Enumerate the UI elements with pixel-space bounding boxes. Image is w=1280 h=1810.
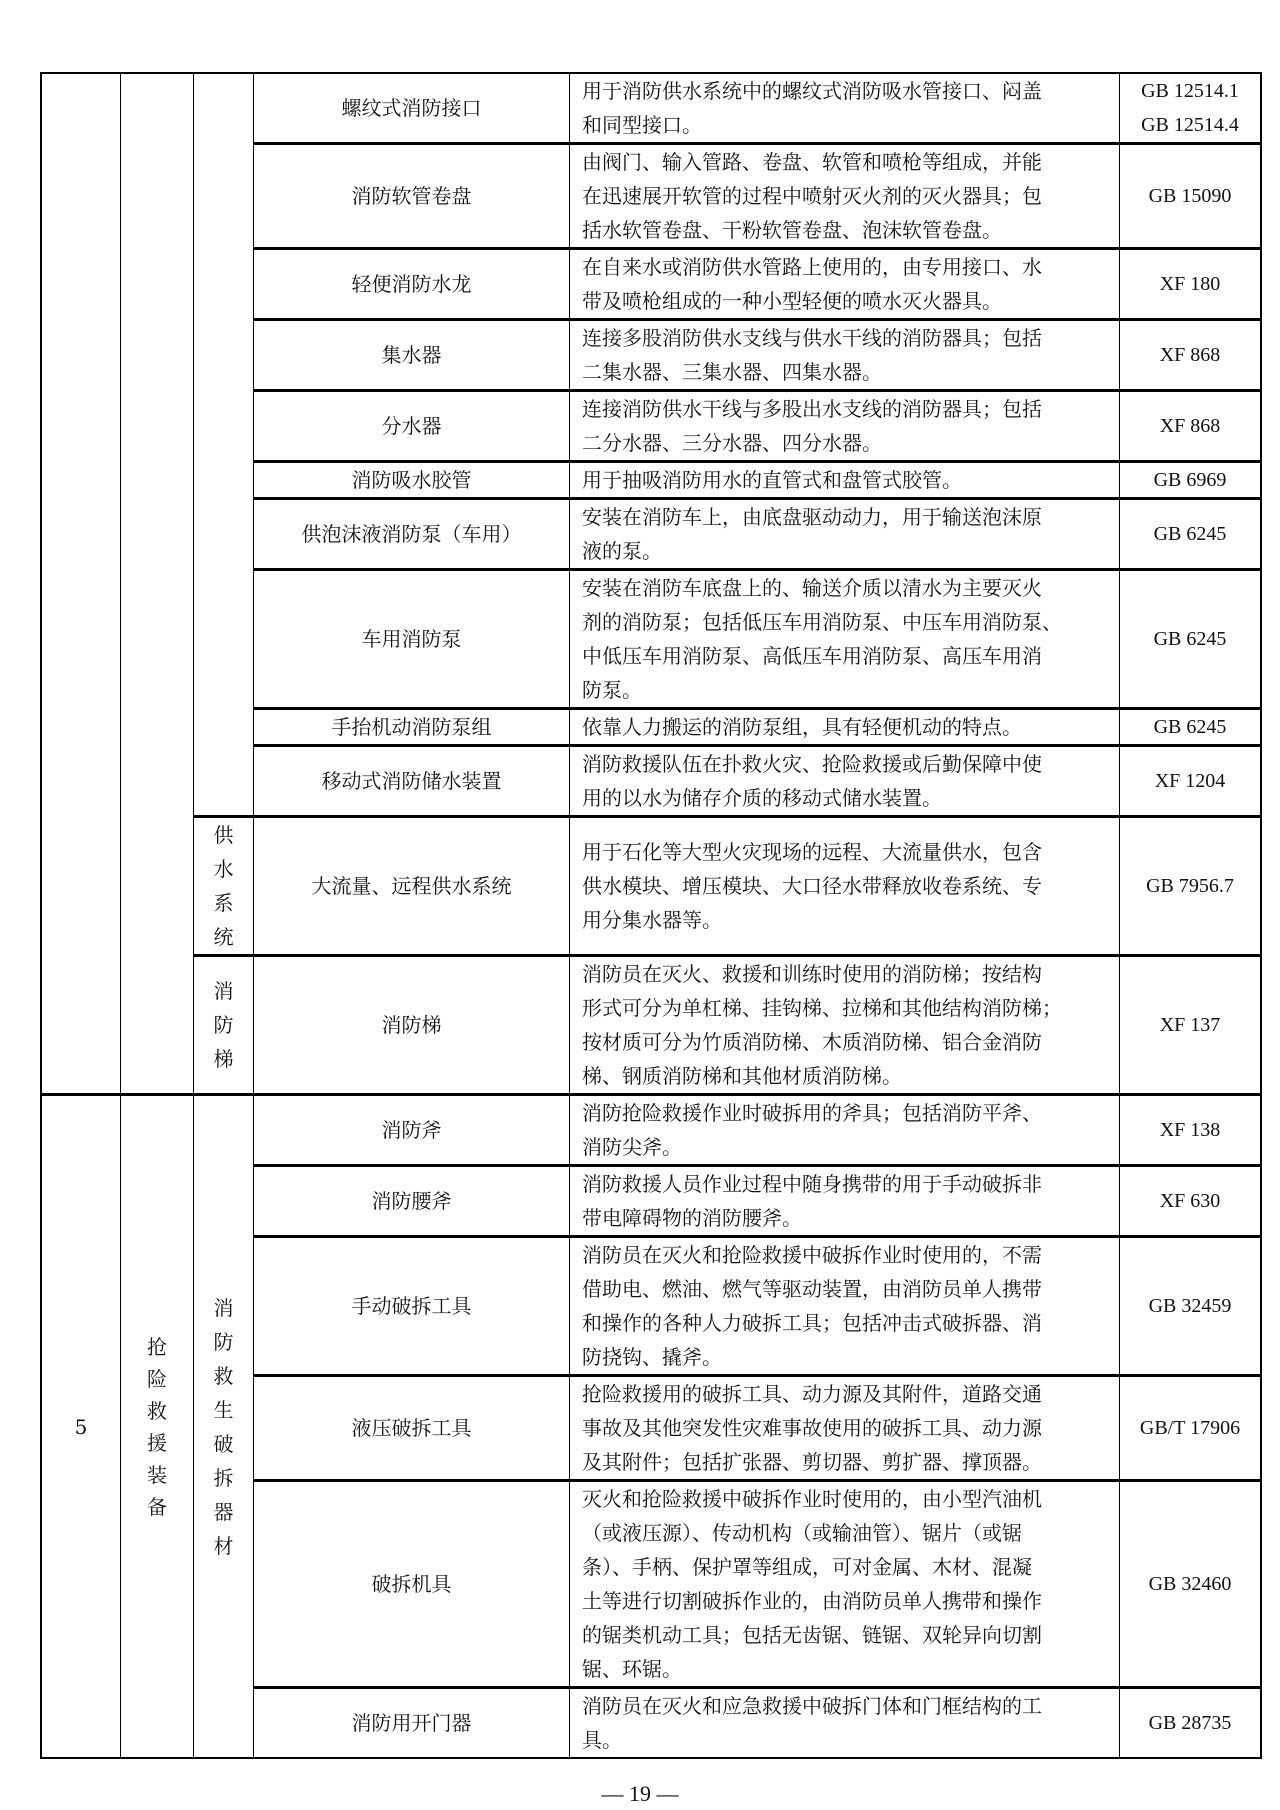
standard-line: XF 1204 <box>1154 770 1226 792</box>
equipment-description <box>570 462 1120 499</box>
description-line: 及其附件；包括扩张器、剪切器、剪扩器、撑顶器。 <box>582 1450 1042 1474</box>
description-line: 在迅速展开软管的过程中喷射灭火剂的灭火器具；包 <box>582 184 1042 208</box>
description-line: 具。 <box>582 1728 622 1752</box>
equipment-name: 供泡沫液消防泵（车用） <box>254 499 570 570</box>
description-line: 消防尖斧。 <box>582 1135 682 1159</box>
vertical-char: 生 <box>213 1397 234 1422</box>
description-line: 二集水器、三集水器、四集水器。 <box>582 360 882 384</box>
description-line: 带及喷枪组成的一种小型轻便的喷水灭火器具。 <box>582 289 1002 313</box>
description-line: 安装在消防车底盘上的、输送介质以清水为主要灭火 <box>582 576 1042 600</box>
equipment-name: 手动破拆工具 <box>254 1237 570 1376</box>
standard-line: GB 6969 <box>1153 469 1227 491</box>
standard-code <box>1120 1095 1262 1166</box>
description-line: 的锯类机动工具；包括无齿锯、链锯、双轮异向切割 <box>582 1623 1042 1647</box>
subcategory-ladder <box>194 956 254 1095</box>
description-line: 中低压车用消防泵、高低压车用消防泵、高压车用消 <box>582 644 1042 668</box>
equipment-name: 移动式消防储水装置 <box>254 746 570 817</box>
equipment-name: 消防吸水胶管 <box>254 462 570 499</box>
standard-code <box>1120 320 1262 391</box>
standard-code <box>1120 249 1262 320</box>
equipment-description <box>570 746 1120 817</box>
equipment-description <box>570 320 1120 391</box>
description-line: 防挠钩、撬斧。 <box>582 1345 722 1369</box>
equipment-table <box>40 72 1262 1759</box>
standard-code <box>1120 391 1262 462</box>
standard-code <box>1120 1688 1262 1759</box>
description-line: 供水模块、增压模块、大口径水带释放收卷系统、专 <box>582 874 1042 898</box>
page-number: — 19 — <box>601 1781 679 1806</box>
standard-line: GB 12514.1 <box>1141 80 1239 102</box>
vertical-char: 备 <box>147 1494 167 1519</box>
vertical-text <box>121 1331 193 1523</box>
vertical-char: 抢 <box>147 1334 167 1359</box>
equipment-name: 消防软管卷盘 <box>254 144 570 249</box>
vertical-char: 消 <box>213 979 234 1003</box>
equipment-name: 消防用开门器 <box>254 1688 570 1759</box>
category-cell-continued <box>121 73 194 1095</box>
standard-line: GB 32459 <box>1148 1295 1232 1317</box>
description-line: 和操作的各种人力破拆工具；包括冲击式破拆器、消 <box>582 1311 1042 1335</box>
description-line: 依靠人力搬运的消防泵组，具有轻便机动的特点。 <box>582 715 1022 739</box>
table-row <box>41 1095 1261 1166</box>
equipment-description <box>570 1481 1120 1688</box>
description-line: 形式可分为单杠梯、挂钩梯、拉梯和其他结构消防梯； <box>582 996 1062 1020</box>
description-line: 防泵。 <box>582 678 642 702</box>
description-line: 由阀门、输入管路、卷盘、软管和喷枪等组成，并能 <box>582 150 1042 174</box>
subcategory-rescue-demolition <box>194 1095 254 1759</box>
standard-line: GB/T 17906 <box>1139 1417 1241 1439</box>
equipment-description <box>570 144 1120 249</box>
table-row <box>41 73 1261 144</box>
standard-line: GB 28735 <box>1148 1712 1232 1734</box>
description-line: 连接消防供水干线与多股出水支线的消防器具；包括 <box>582 397 1042 421</box>
description-line: 锯、环锯。 <box>582 1657 682 1681</box>
subcategory-cell-continued <box>194 73 254 817</box>
table-row <box>41 817 1261 956</box>
standard-code <box>1120 144 1262 249</box>
vertical-char: 梯 <box>213 1047 234 1071</box>
equipment-description <box>570 391 1120 462</box>
standard-line: XF 868 <box>1159 415 1221 437</box>
subcategory-supply-system <box>194 817 254 956</box>
equipment-description <box>570 1237 1120 1376</box>
vertical-char: 系 <box>213 891 234 915</box>
description-line: 消防救援人员作业过程中随身携带的用于手动破拆非 <box>582 1172 1042 1196</box>
standard-code <box>1120 570 1262 709</box>
description-line: 液的泵。 <box>582 539 662 563</box>
equipment-name: 手抬机动消防泵组 <box>254 709 570 746</box>
standard-code <box>1120 499 1262 570</box>
description-line: 安装在消防车上，由底盘驱动动力，用于输送泡沫原 <box>582 505 1042 529</box>
description-line: 括水软管卷盘、干粉软管卷盘、泡沫软管卷盘。 <box>582 218 1002 242</box>
standard-line: GB 32460 <box>1148 1573 1232 1595</box>
vertical-char: 险 <box>147 1366 167 1391</box>
vertical-text <box>194 1291 253 1563</box>
equipment-name: 大流量、远程供水系统 <box>254 817 570 956</box>
vertical-char: 援 <box>147 1430 167 1455</box>
equipment-description <box>570 956 1120 1095</box>
equipment-description <box>570 817 1120 956</box>
description-line: 在自来水或消防供水管路上使用的，由专用接口、水 <box>582 255 1042 279</box>
standard-line: GB 6245 <box>1153 628 1227 650</box>
description-line: 土等进行切割破拆作业的，由消防员单人携带和操作 <box>582 1589 1042 1613</box>
standard-line: XF 180 <box>1159 273 1221 295</box>
description-line: 和同型接口。 <box>582 113 702 137</box>
vertical-text <box>194 818 253 954</box>
vertical-char: 防 <box>213 1329 234 1354</box>
equipment-name: 消防梯 <box>254 956 570 1095</box>
equipment-name: 消防斧 <box>254 1095 570 1166</box>
vertical-char: 装 <box>147 1462 167 1487</box>
vertical-text <box>194 974 253 1076</box>
description-line: 用于抽吸消防用水的直管式和盘管式胶管。 <box>582 468 962 492</box>
description-line: 用的以水为储存介质的移动式储水装置。 <box>582 786 942 810</box>
standard-code <box>1120 746 1262 817</box>
standard-code <box>1120 817 1262 956</box>
description-line: 按材质可分为竹质消防梯、木质消防梯、铝合金消防 <box>582 1030 1042 1054</box>
equipment-description <box>570 1688 1120 1759</box>
equipment-description <box>570 1376 1120 1481</box>
description-line: 梯、钢质消防梯和其他材质消防梯。 <box>582 1064 902 1088</box>
vertical-char: 器 <box>213 1499 234 1524</box>
vertical-char: 统 <box>213 925 234 949</box>
standard-code <box>1120 462 1262 499</box>
number-cell-continued <box>41 73 121 1095</box>
standard-line: GB 6245 <box>1153 523 1227 545</box>
standard-code <box>1120 709 1262 746</box>
description-line: 用于石化等大型火灾现场的远程、大流量供水，包含 <box>582 840 1042 864</box>
vertical-char: 救 <box>213 1363 234 1388</box>
description-line: 消防抢险救援作业时破拆用的斧具；包括消防平斧、 <box>582 1101 1042 1125</box>
description-line: 剂的消防泵；包括低压车用消防泵、中压车用消防泵、 <box>582 610 1062 634</box>
section-category <box>121 1095 194 1759</box>
table-row <box>41 956 1261 1095</box>
description-line: 消防员在灭火和抢险救援中破拆作业时使用的，不需 <box>582 1243 1042 1267</box>
section-number: 5 <box>41 1095 121 1759</box>
description-line: 灭火和抢险救援中破拆作业时使用的，由小型汽油机 <box>582 1487 1042 1511</box>
equipment-description <box>570 570 1120 709</box>
vertical-char: 防 <box>213 1013 234 1037</box>
description-line: 带电障碍物的消防腰斧。 <box>582 1206 802 1230</box>
standard-line: XF 137 <box>1159 1014 1221 1036</box>
standard-line: XF 138 <box>1159 1119 1221 1141</box>
equipment-name: 轻便消防水龙 <box>254 249 570 320</box>
standard-line: GB 6245 <box>1153 716 1227 738</box>
equipment-name: 车用消防泵 <box>254 570 570 709</box>
standard-code <box>1120 1481 1262 1688</box>
vertical-char: 水 <box>213 857 234 881</box>
equipment-name: 分水器 <box>254 391 570 462</box>
equipment-description <box>570 1095 1120 1166</box>
description-line: 用于消防供水系统中的螺纹式消防吸水管接口、闷盖 <box>582 79 1042 103</box>
description-line: 借助电、燃油、燃气等驱动装置，由消防员单人携带 <box>582 1277 1042 1301</box>
standard-line: GB 7956.7 <box>1146 875 1234 897</box>
description-line: 消防员在灭火、救援和训练时使用的消防梯；按结构 <box>582 962 1042 986</box>
vertical-char: 破 <box>213 1431 234 1456</box>
vertical-char: 拆 <box>213 1465 234 1490</box>
standard-code <box>1120 956 1262 1095</box>
description-line: 用分集水器等。 <box>582 908 722 932</box>
standard-code <box>1120 1237 1262 1376</box>
standard-line: XF 630 <box>1159 1190 1221 1212</box>
equipment-description <box>570 73 1120 144</box>
standard-line: GB 12514.4 <box>1141 114 1239 136</box>
vertical-char: 材 <box>213 1533 234 1558</box>
standard-code <box>1120 1166 1262 1237</box>
description-line: 消防救援队伍在扑救火灾、抢险救援或后勤保障中使 <box>582 752 1042 776</box>
equipment-description <box>570 709 1120 746</box>
description-line: 二分水器、三分水器、四分水器。 <box>582 431 882 455</box>
standard-line: XF 868 <box>1159 344 1221 366</box>
equipment-name: 集水器 <box>254 320 570 391</box>
vertical-char: 供 <box>213 823 234 847</box>
equipment-name: 破拆机具 <box>254 1481 570 1688</box>
vertical-char: 消 <box>213 1295 234 1320</box>
equipment-name: 消防腰斧 <box>254 1166 570 1237</box>
description-line: 事故及其他突发性灾难事故使用的破拆工具、动力源 <box>582 1416 1042 1440</box>
description-line: 抢险救援用的破拆工具、动力源及其附件，道路交通 <box>582 1382 1042 1406</box>
description-line: 消防员在灭火和应急救援中破拆门体和门框结构的工 <box>582 1694 1042 1718</box>
standard-code <box>1120 73 1262 144</box>
equipment-description <box>570 1166 1120 1237</box>
description-line: 条）、手柄、保护罩等组成，可对金属、木材、混凝 <box>582 1555 1032 1579</box>
equipment-name: 螺纹式消防接口 <box>254 73 570 144</box>
vertical-char: 救 <box>147 1398 167 1423</box>
standard-code <box>1120 1376 1262 1481</box>
description-line: 连接多股消防供水支线与供水干线的消防器具；包括 <box>582 326 1042 350</box>
equipment-description <box>570 499 1120 570</box>
equipment-name: 液压破拆工具 <box>254 1376 570 1481</box>
standard-line: GB 15090 <box>1148 185 1232 207</box>
equipment-description <box>570 249 1120 320</box>
description-line: （或液压源）、传动机构（或输油管）、锯片（或锯 <box>582 1521 1022 1545</box>
